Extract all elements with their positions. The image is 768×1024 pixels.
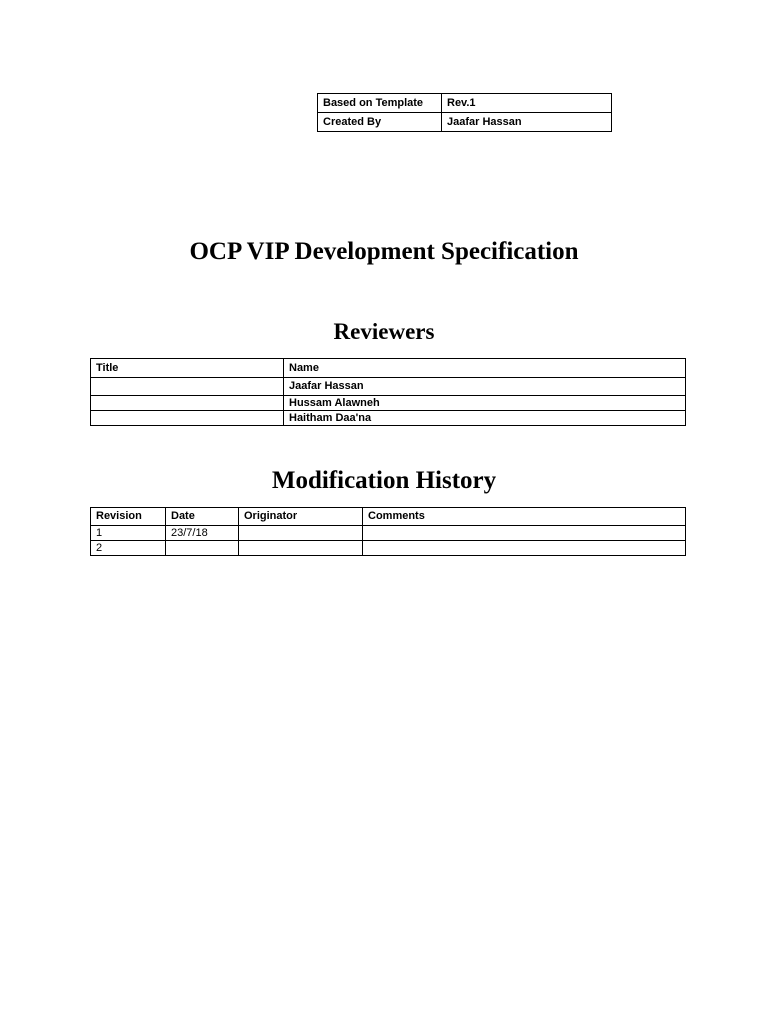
meta-row	[318, 94, 612, 113]
table-header-row	[91, 359, 686, 378]
reviewer-name-cell: Hussam Alawneh	[284, 396, 686, 411]
revision-cell: 1	[91, 526, 166, 541]
reviewer-title-cell	[91, 378, 284, 396]
column-header-date: Date	[166, 508, 239, 526]
meta-value-created-by: Jaafar Hassan	[442, 113, 612, 132]
table-row	[91, 396, 686, 411]
meta-value-template: Rev.1	[442, 94, 612, 113]
modification-history-table	[90, 507, 686, 556]
document-meta-table	[317, 93, 612, 132]
table-row	[91, 378, 686, 396]
originator-cell	[239, 526, 363, 541]
table-row	[91, 526, 686, 541]
date-cell: 23/7/18	[166, 526, 239, 541]
reviewers-heading: Reviewers	[333, 319, 435, 344]
date-cell	[166, 541, 239, 556]
reviewer-title-cell	[91, 396, 284, 411]
originator-cell	[239, 541, 363, 556]
reviewer-name-cell: Jaafar Hassan	[284, 378, 686, 396]
column-header-revision: Revision	[91, 508, 166, 526]
column-header-comments: Comments	[363, 508, 686, 526]
column-header-title: Title	[91, 359, 284, 378]
table-header-row	[91, 508, 686, 526]
table-row	[91, 411, 686, 426]
reviewer-name-cell: Haitham Daa'na	[284, 411, 686, 426]
table-row	[91, 541, 686, 556]
column-header-originator: Originator	[239, 508, 363, 526]
revision-cell: 2	[91, 541, 166, 556]
meta-label-created-by: Created By	[318, 113, 442, 132]
reviewer-title-cell	[91, 411, 284, 426]
meta-row	[318, 113, 612, 132]
meta-label-template: Based on Template	[318, 94, 442, 113]
column-header-name: Name	[284, 359, 686, 378]
document-title: OCP VIP Development Specification	[189, 238, 579, 265]
reviewers-table	[90, 358, 686, 426]
comments-cell	[363, 526, 686, 541]
modification-history-heading: Modification History	[271, 467, 497, 494]
comments-cell	[363, 541, 686, 556]
